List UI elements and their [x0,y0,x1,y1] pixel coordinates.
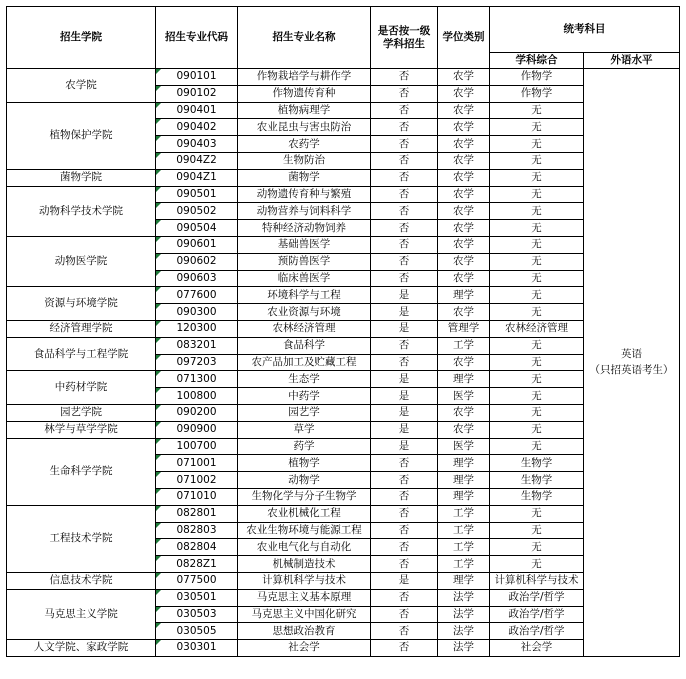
major-code-cell: 083201 [156,337,238,354]
major-code-cell: 082801 [156,505,238,522]
subject-cell: 无 [490,287,584,304]
subject-cell: 无 [490,152,584,169]
major-name-cell: 预防兽医学 [238,253,371,270]
major-code-cell: 077500 [156,572,238,589]
major-code-cell: 090900 [156,421,238,438]
degree-cell: 农学 [438,69,490,86]
major-code-cell: 090200 [156,404,238,421]
subject-cell: 无 [490,371,584,388]
first-level-cell: 否 [371,522,438,539]
subject-cell: 生物学 [490,455,584,472]
subject-cell: 无 [490,169,584,186]
degree-cell: 农学 [438,304,490,321]
major-name-cell: 环境科学与工程 [238,287,371,304]
major-code-cell: 082804 [156,539,238,556]
degree-cell: 工学 [438,337,490,354]
header-first-level-line2: 学科招生 [383,37,425,50]
table-row [7,404,680,421]
header-name: 招生专业名称 [238,7,371,69]
degree-cell: 农学 [438,152,490,169]
first-level-cell: 否 [371,623,438,640]
table-row [7,287,680,304]
subject-cell: 无 [490,556,584,573]
subject-cell: 政治学/哲学 [490,589,584,606]
degree-cell: 农学 [438,186,490,203]
first-level-cell: 否 [371,589,438,606]
language-requirement-line1: 英语 [621,348,642,361]
header-first-level-line1: 是否按一级 [377,24,431,37]
first-level-cell: 否 [371,152,438,169]
subject-cell: 无 [490,505,584,522]
major-name-cell: 食品科学 [238,337,371,354]
degree-cell: 农学 [438,253,490,270]
major-name-cell: 动物遗传育种与繁殖 [238,186,371,203]
major-name-cell: 马克思主义基本原理 [238,589,371,606]
subject-cell: 无 [490,421,584,438]
college-cell: 菌物学院 [7,169,156,186]
major-name-cell: 作物遗传育种 [238,85,371,102]
table-body [7,69,680,657]
table-row [7,169,680,186]
major-code-cell: 120300 [156,320,238,337]
first-level-cell: 是 [371,438,438,455]
major-name-cell: 计算机科学与技术 [238,572,371,589]
header-subject: 学科综合 [490,53,584,69]
degree-cell: 农学 [438,404,490,421]
first-level-cell: 否 [371,606,438,623]
major-name-cell: 特种经济动物饲养 [238,220,371,237]
first-level-cell: 否 [371,102,438,119]
major-name-cell: 农业生物环境与能源工程 [238,522,371,539]
major-code-cell: 090402 [156,119,238,136]
table-row [7,337,680,354]
major-name-cell: 农林经济管理 [238,320,371,337]
subject-cell: 计算机科学与技术 [490,572,584,589]
college-cell: 植物保护学院 [7,102,156,169]
table-row [7,438,680,455]
major-name-cell: 生物化学与分子生物学 [238,488,371,505]
degree-cell: 理学 [438,455,490,472]
table-row [7,236,680,253]
degree-cell: 理学 [438,287,490,304]
degree-cell: 工学 [438,522,490,539]
header-code: 招生专业代码 [156,7,238,69]
major-code-cell: 077600 [156,287,238,304]
first-level-cell: 否 [371,455,438,472]
degree-cell: 理学 [438,371,490,388]
major-name-cell: 机械制造技术 [238,556,371,573]
first-level-cell: 是 [371,320,438,337]
degree-cell: 法学 [438,606,490,623]
college-cell: 经济管理学院 [7,320,156,337]
subject-cell: 无 [490,119,584,136]
degree-cell: 农学 [438,203,490,220]
degree-cell: 法学 [438,589,490,606]
degree-cell: 农学 [438,169,490,186]
language-requirement-cell [584,69,680,657]
college-cell: 动物医学院 [7,236,156,286]
major-name-cell: 农药学 [238,136,371,153]
subject-cell: 无 [490,388,584,405]
major-code-cell: 097203 [156,354,238,371]
major-name-cell: 基础兽医学 [238,236,371,253]
major-name-cell: 植物病理学 [238,102,371,119]
first-level-cell: 是 [371,304,438,321]
first-level-cell: 否 [371,220,438,237]
first-level-cell: 是 [371,371,438,388]
major-code-cell: 090504 [156,220,238,237]
first-level-cell: 否 [371,85,438,102]
degree-cell: 农学 [438,119,490,136]
college-cell: 工程技术学院 [7,505,156,572]
header-degree: 学位类别 [438,7,490,69]
degree-cell: 农学 [438,236,490,253]
first-level-cell: 否 [371,203,438,220]
major-name-cell: 生物防治 [238,152,371,169]
degree-cell: 工学 [438,505,490,522]
table-row [7,505,680,522]
major-code-cell: 030503 [156,606,238,623]
degree-cell: 医学 [438,388,490,405]
major-name-cell: 药学 [238,438,371,455]
major-name-cell: 农业资源与环境 [238,304,371,321]
college-cell: 动物科学技术学院 [7,186,156,236]
major-code-cell: 0904Z2 [156,152,238,169]
first-level-cell: 否 [371,169,438,186]
major-code-cell: 082803 [156,522,238,539]
major-name-cell: 生态学 [238,371,371,388]
language-requirement-line2: （只招英语考生） [589,364,674,377]
first-level-cell: 否 [371,488,438,505]
major-name-cell: 农业电气化与自动化 [238,539,371,556]
first-level-cell: 是 [371,388,438,405]
college-cell: 马克思主义学院 [7,589,156,639]
subject-cell: 生物学 [490,488,584,505]
degree-cell: 农学 [438,136,490,153]
major-code-cell: 090501 [156,186,238,203]
subject-cell: 无 [490,438,584,455]
major-name-cell: 作物栽培学与耕作学 [238,69,371,86]
subject-cell: 无 [490,337,584,354]
table-row [7,640,680,657]
first-level-cell: 否 [371,186,438,203]
first-level-cell: 否 [371,270,438,287]
major-code-cell: 090101 [156,69,238,86]
first-level-cell: 否 [371,119,438,136]
major-code-cell: 090300 [156,304,238,321]
table-row [7,69,680,86]
major-name-cell: 农产品加工及贮藏工程 [238,354,371,371]
first-level-cell: 是 [371,404,438,421]
college-cell: 林学与草学学院 [7,421,156,438]
first-level-cell: 否 [371,337,438,354]
header-first-level [371,7,438,69]
major-name-cell: 中药学 [238,388,371,405]
subject-cell: 政治学/哲学 [490,606,584,623]
college-cell: 信息技术学院 [7,572,156,589]
subject-cell: 无 [490,270,584,287]
degree-cell: 农学 [438,270,490,287]
college-cell: 中药材学院 [7,371,156,405]
first-level-cell: 否 [371,556,438,573]
subject-cell: 无 [490,186,584,203]
major-name-cell: 临床兽医学 [238,270,371,287]
subject-cell: 无 [490,304,584,321]
degree-cell: 农学 [438,85,490,102]
header-language: 外语水平 [584,53,680,69]
major-name-cell: 农业昆虫与害虫防治 [238,119,371,136]
college-cell: 农学院 [7,69,156,103]
major-code-cell: 071001 [156,455,238,472]
major-code-cell: 030301 [156,640,238,657]
college-cell: 资源与环境学院 [7,287,156,321]
admissions-table-container [6,6,680,657]
degree-cell: 法学 [438,640,490,657]
degree-cell: 理学 [438,472,490,489]
degree-cell: 农学 [438,220,490,237]
subject-cell: 无 [490,253,584,270]
table-row [7,320,680,337]
subject-cell: 无 [490,522,584,539]
subject-cell: 无 [490,220,584,237]
major-name-cell: 农业机械化工程 [238,505,371,522]
subject-cell: 政治学/哲学 [490,623,584,640]
major-code-cell: 090401 [156,102,238,119]
major-code-cell: 100800 [156,388,238,405]
major-code-cell: 090403 [156,136,238,153]
major-code-cell: 030501 [156,589,238,606]
header-college: 招生学院 [7,7,156,69]
major-code-cell: 071010 [156,488,238,505]
major-name-cell: 草学 [238,421,371,438]
subject-cell: 无 [490,102,584,119]
degree-cell: 理学 [438,488,490,505]
major-code-cell: 090603 [156,270,238,287]
major-name-cell: 植物学 [238,455,371,472]
degree-cell: 医学 [438,438,490,455]
college-cell: 食品科学与工程学院 [7,337,156,371]
college-cell: 生命科学学院 [7,438,156,505]
subject-cell: 无 [490,136,584,153]
subject-cell: 农林经济管理 [490,320,584,337]
first-level-cell: 否 [371,253,438,270]
first-level-cell: 否 [371,354,438,371]
first-level-cell: 否 [371,505,438,522]
subject-cell: 无 [490,203,584,220]
major-name-cell: 思想政治教育 [238,623,371,640]
college-cell: 园艺学院 [7,404,156,421]
subject-cell: 无 [490,404,584,421]
college-cell: 人文学院、家政学院 [7,640,156,657]
major-code-cell: 090601 [156,236,238,253]
major-name-cell: 园艺学 [238,404,371,421]
major-name-cell: 菌物学 [238,169,371,186]
first-level-cell: 是 [371,287,438,304]
subject-cell: 无 [490,236,584,253]
table-row [7,572,680,589]
major-code-cell: 030505 [156,623,238,640]
major-code-cell: 090602 [156,253,238,270]
first-level-cell: 否 [371,539,438,556]
degree-cell: 工学 [438,556,490,573]
table-row [7,589,680,606]
degree-cell: 理学 [438,572,490,589]
degree-cell: 工学 [438,539,490,556]
degree-cell: 法学 [438,623,490,640]
subject-cell: 无 [490,539,584,556]
major-code-cell: 071002 [156,472,238,489]
header-exam: 统考科目 [490,7,680,53]
first-level-cell: 是 [371,421,438,438]
header-row [7,7,680,53]
table-row [7,421,680,438]
degree-cell: 农学 [438,354,490,371]
table-row [7,102,680,119]
first-level-cell: 否 [371,69,438,86]
degree-cell: 农学 [438,102,490,119]
table-row [7,371,680,388]
major-name-cell: 动物学 [238,472,371,489]
major-name-cell: 马克思主义中国化研究 [238,606,371,623]
admissions-table [6,6,680,657]
major-name-cell: 动物营养与饲料科学 [238,203,371,220]
degree-cell: 农学 [438,421,490,438]
first-level-cell: 是 [371,572,438,589]
first-level-cell: 否 [371,236,438,253]
major-code-cell: 071300 [156,371,238,388]
major-code-cell: 090102 [156,85,238,102]
table-row [7,186,680,203]
major-name-cell: 社会学 [238,640,371,657]
subject-cell: 社会学 [490,640,584,657]
first-level-cell: 否 [371,136,438,153]
subject-cell: 无 [490,354,584,371]
degree-cell: 管理学 [438,320,490,337]
subject-cell: 作物学 [490,69,584,86]
first-level-cell: 否 [371,640,438,657]
major-code-cell: 0904Z1 [156,169,238,186]
major-code-cell: 100700 [156,438,238,455]
subject-cell: 作物学 [490,85,584,102]
subject-cell: 生物学 [490,472,584,489]
first-level-cell: 否 [371,472,438,489]
major-code-cell: 090502 [156,203,238,220]
major-code-cell: 0828Z1 [156,556,238,573]
